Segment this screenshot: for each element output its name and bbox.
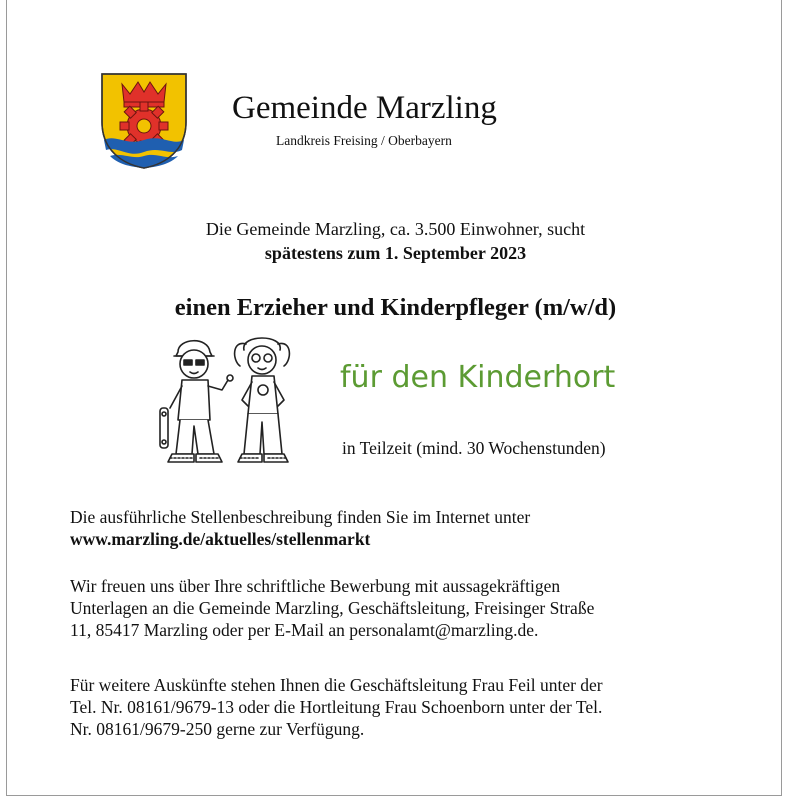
application-line: 11, 85417 Marzling oder per E-Mail an personalamt@marzling.de.	[70, 620, 539, 640]
organization-title: Gemeinde Marzling	[232, 90, 497, 126]
working-hours: in Teilzeit (mind. 30 Wochenstunden)	[342, 438, 606, 458]
municipal-coat-of-arms-icon	[96, 70, 192, 170]
organization-subtitle: Landkreis Freising / Oberbayern	[276, 133, 452, 148]
intro-text: Die Gemeinde Marzling, ca. 3.500 Einwohner, sucht	[205, 219, 586, 239]
contact-line: Nr. 08161/9679-250 gerne zur Verfügung.	[70, 719, 365, 739]
details-paragraph	[70, 506, 750, 550]
application-line: Wir freuen uns über Ihre schriftliche Bewerbung mit aussagekräftigen	[70, 576, 561, 596]
application-paragraph	[70, 575, 750, 641]
application-line: Unterlagen an die Gemeinde Marzling, Geschäftsleitung, Freisinger Straße	[70, 598, 595, 618]
contact-paragraph	[70, 674, 750, 740]
contact-line: Tel. Nr. 08161/9679-13 oder die Hortleitung Frau Schoenborn unter der Tel.	[70, 697, 603, 717]
contact-line: Für weitere Auskünfte stehen Ihnen die Geschäftsleitung Frau Feil unter der	[70, 675, 603, 695]
start-date: spätestens zum 1. September 2023	[264, 243, 527, 263]
cartoon-children-icon	[148, 330, 308, 468]
job-headline: einen Erzieher und Kinderpfleger (m/w/d)	[174, 294, 617, 321]
details-text: Die ausführliche Stellenbeschreibung finden Sie im Internet unter	[70, 507, 531, 527]
job-listing-url[interactable]: www.marzling.de/aktuelles/stellenmarkt	[70, 529, 371, 549]
workplace-label: für den Kinderhort	[340, 360, 616, 395]
